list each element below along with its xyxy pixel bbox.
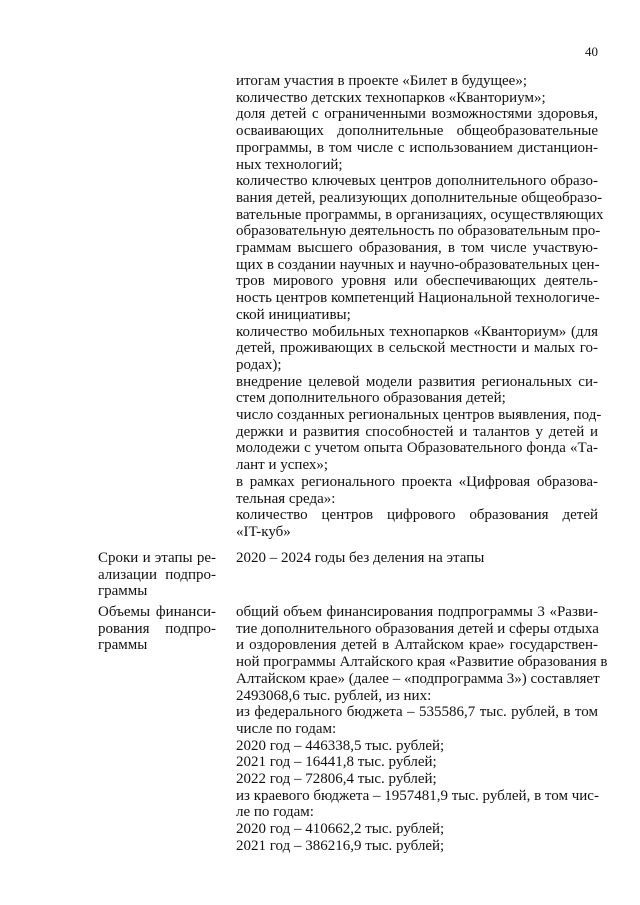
label-line: Сроки и этапы ре-: [98, 550, 216, 566]
value-line: из федерального бюджета – 535586,7 тыс. рублей, в том: [236, 704, 598, 721]
label-line: Объемы финанси-: [98, 604, 216, 620]
value-line: 2022 год – 72806,4 тыс. рублей;: [236, 771, 437, 788]
text-line: детей, проживающих в сельской местности и малых го-: [236, 340, 598, 357]
text-line: лант и успех»;: [236, 457, 329, 474]
text-line: тров мирового уровня или обеспечивающих деятель-: [236, 273, 598, 290]
value-line: ле по годам:: [236, 804, 314, 821]
indicators-list: [236, 73, 604, 541]
text-line: держки и развития способностей и талантов у детей и: [236, 423, 598, 440]
text-line: вательные программы, в организациях, осуществляющих: [236, 206, 604, 223]
page-number: 40: [585, 44, 598, 59]
text-line: количество детских технопарков «Кванториум»;: [236, 89, 546, 106]
value-line: числе по годам:: [236, 720, 337, 737]
text-line: образовательную деятельность по образовательным про-: [236, 223, 601, 240]
label-line: рования подпро-: [98, 620, 216, 637]
label-line: граммы: [98, 583, 148, 600]
text-line: доля детей с ограниченными возможностями здоровья,: [236, 106, 598, 123]
value-line: из краевого бюджета – 1957481,9 тыс. рублей, в том чис-: [236, 787, 599, 804]
value-line: и оздоровления детей в Алтайском крае» государствен-: [236, 637, 598, 654]
value-line: тие дополнительного образования детей и сферы отдыха: [236, 620, 599, 637]
text-line: количество мобильных технопарков «Кванториум» (для: [236, 323, 598, 340]
text-line: молодежи с учетом опыта Образовательного фонда «Та-: [236, 440, 598, 457]
deadlines-value: [236, 550, 598, 567]
text-line: число созданных региональных центров выявления, под-: [236, 407, 602, 424]
value-line: общий объем финансирования подпрограммы 3 «Разви-: [236, 604, 598, 620]
text-line: количество центров цифрового образования детей: [236, 507, 598, 524]
funding-label: [98, 604, 216, 654]
text-line: родах);: [236, 356, 282, 373]
text-line: внедрение целевой модели развития региональных си-: [236, 373, 598, 390]
text-line: итогам участия в проекте «Билет в будущее»;: [236, 73, 527, 89]
text-line: ных технологий;: [236, 156, 343, 173]
value-line: Алтайском крае» (далее – «подпрограмма 3») составляет: [236, 670, 600, 687]
text-line: тельная среда»:: [236, 490, 336, 507]
value-line: 2020 – 2024 годы без деления на этапы: [236, 550, 485, 566]
value-line: 2021 год – 16441,8 тыс. рублей;: [236, 754, 437, 771]
value-line: 2020 год – 446338,5 тыс. рублей;: [236, 737, 445, 754]
label-line: граммы: [98, 637, 148, 654]
text-line: осваивающих дополнительные общеобразовательные: [236, 123, 598, 140]
text-line: граммам высшего образования, в том числе участвую-: [236, 240, 598, 257]
text-line: ской инициативы;: [236, 306, 351, 323]
text-line: программы, в том числе с использованием дистанцион-: [236, 139, 598, 156]
label-line: ализации подпро-: [98, 566, 216, 583]
text-line: в рамках регионального проекта «Цифровая образова-: [236, 473, 598, 490]
text-line: стем дополнительного образования детей;: [236, 390, 506, 407]
text-line: «IT-куб»: [236, 523, 291, 540]
value-line: 2020 год – 410662,2 тыс. рублей;: [236, 821, 445, 838]
text-line: количество ключевых центров дополнительного образо-: [236, 173, 598, 190]
text-line: вания детей, реализующих дополнительные общеобразо-: [236, 189, 603, 206]
deadlines-label: [98, 550, 216, 600]
value-line: ной программы Алтайского края «Развитие образования в: [236, 654, 608, 671]
funding-value: [236, 604, 608, 855]
text-line: щих в создании научных и научно-образовательных цен-: [236, 256, 600, 273]
value-line: 2493068,6 тыс. рублей, из них:: [236, 687, 432, 704]
text-line: ность центров компетенций Национальной технологиче-: [236, 290, 600, 307]
value-line: 2021 год – 386216,9 тыс. рублей;: [236, 837, 445, 854]
